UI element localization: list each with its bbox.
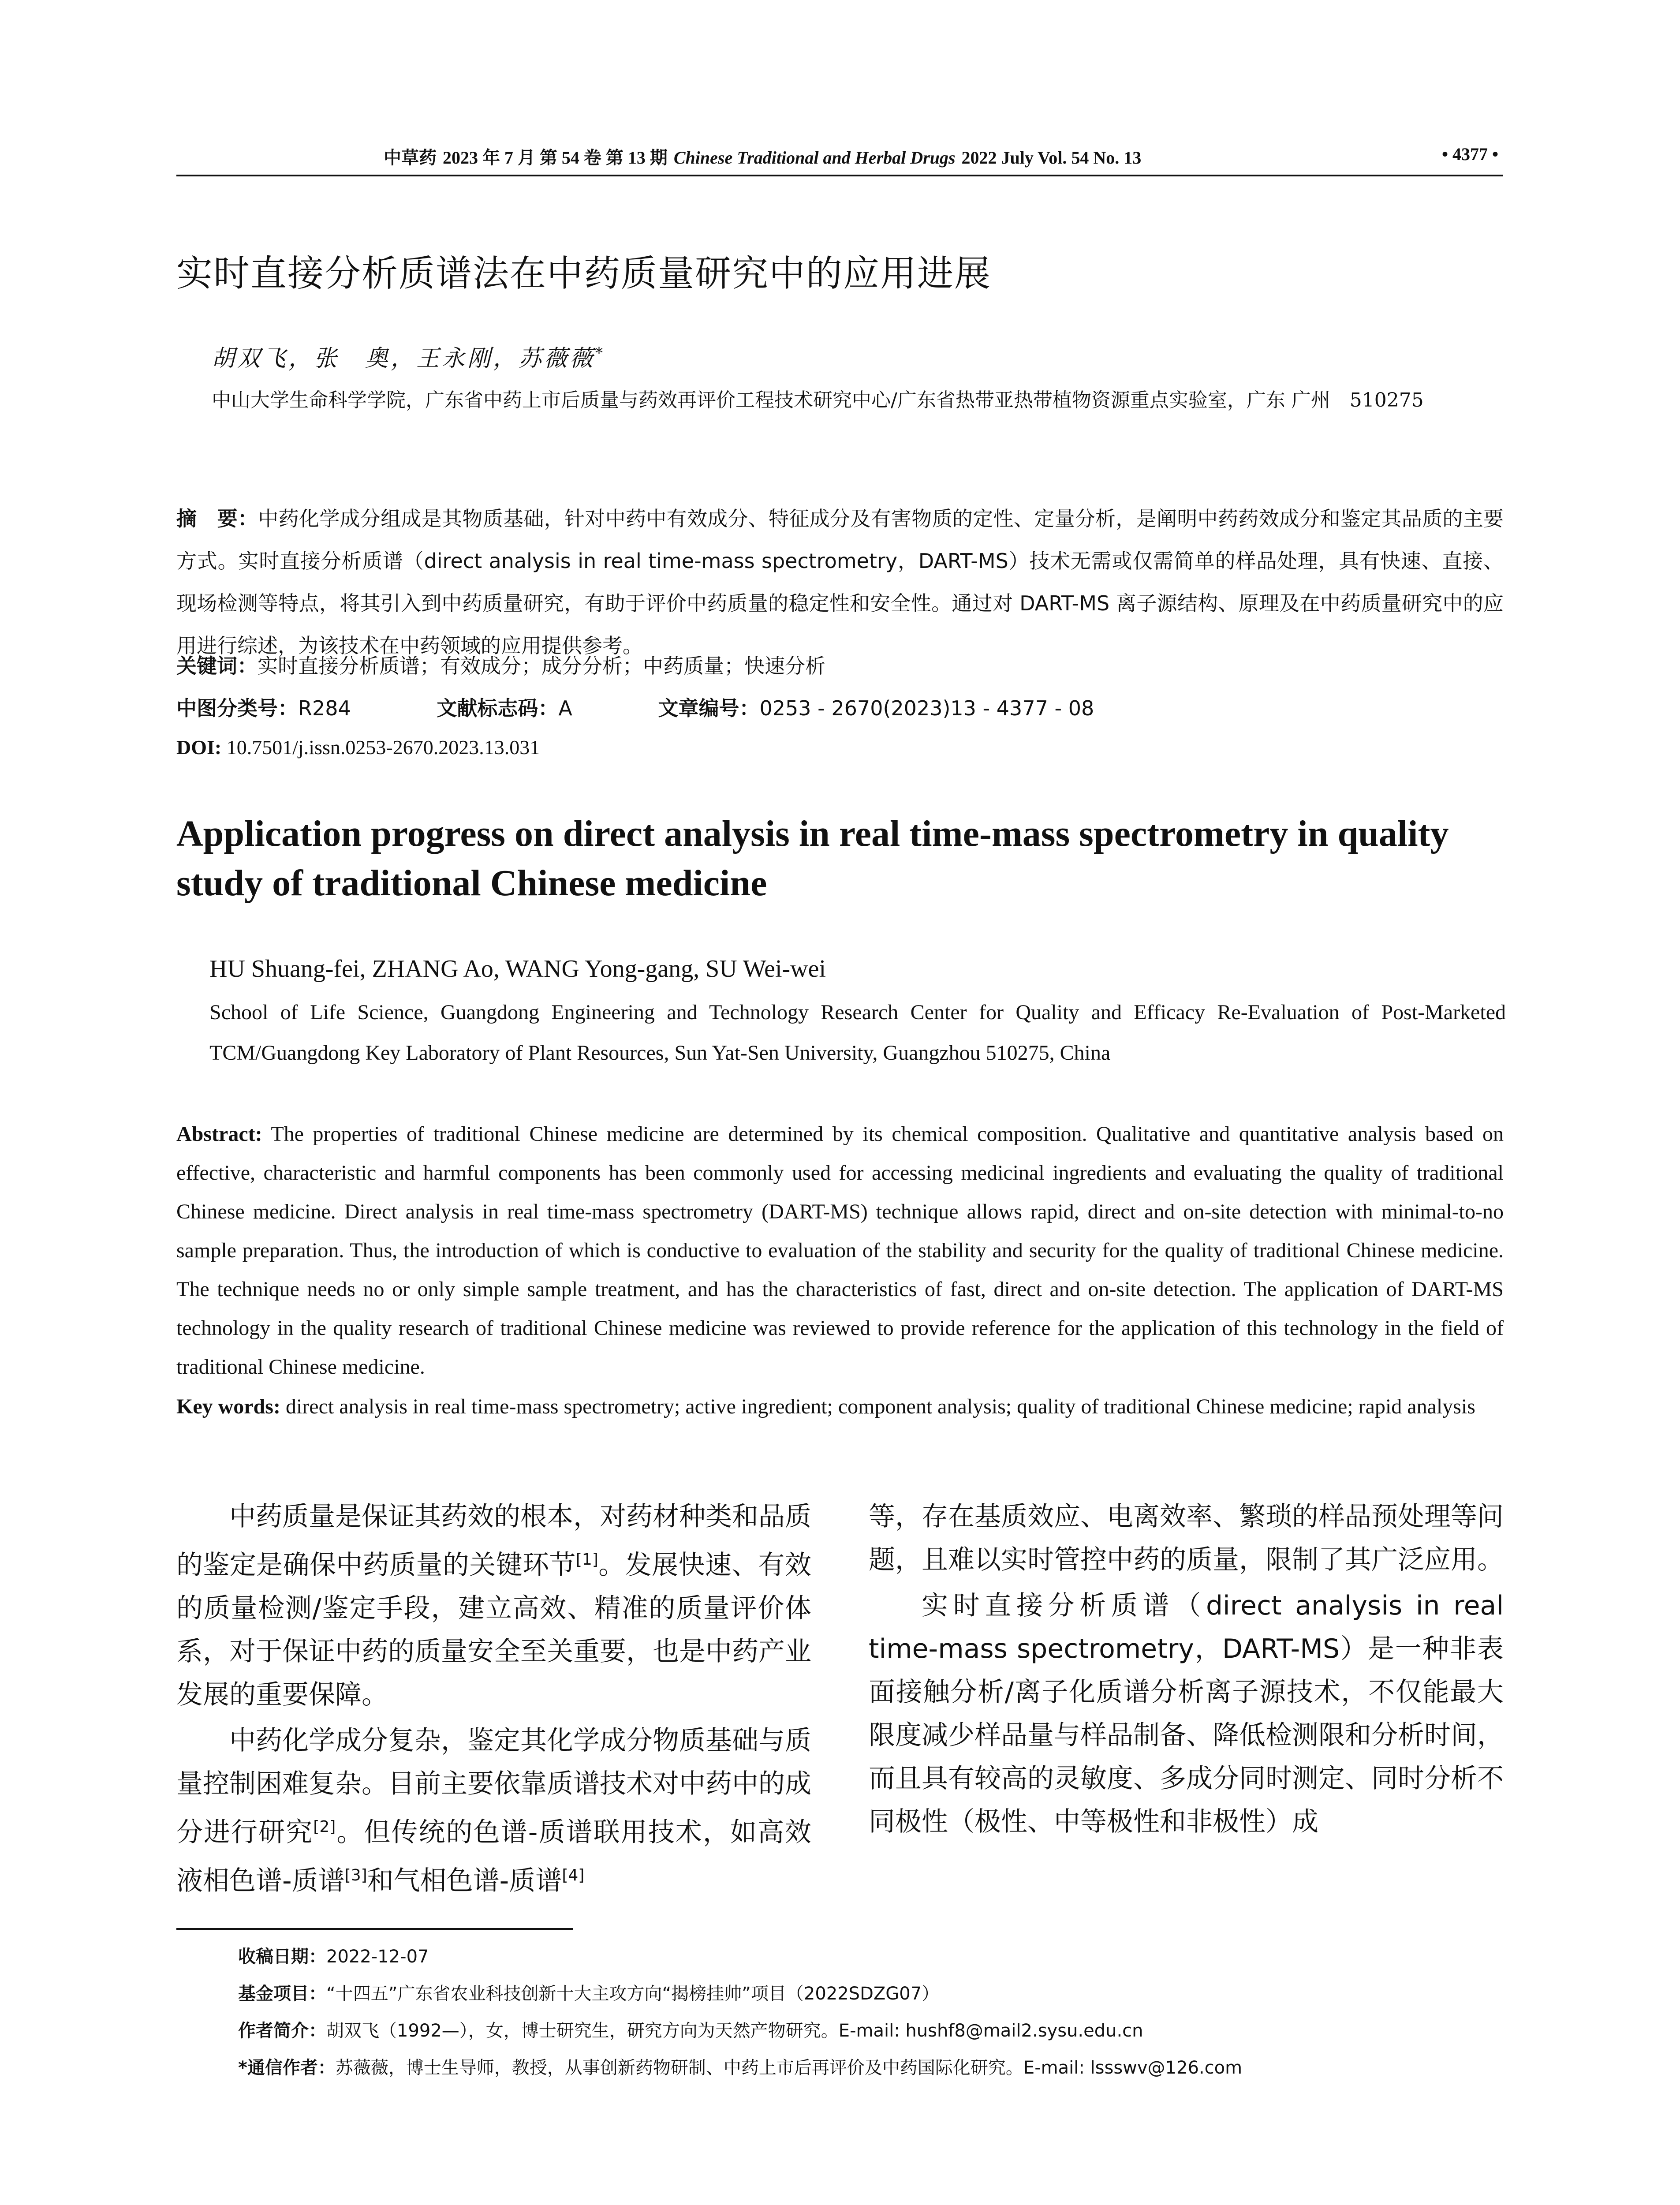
authors-cn (212, 340, 605, 373)
footnote-corresponding (238, 2049, 1504, 2086)
keywords-label-en: Key words: (176, 1395, 280, 1418)
footnote-rule (176, 1928, 573, 1930)
footnote-text: 胡双飞（1992—），女，博士研究生，研究方向为天然产物研究。E-mail: hushf8@mail2.sysu.edu.cn (326, 2021, 1143, 2041)
footnote-author-bio (238, 2012, 1504, 2049)
abstract-text-en: The properties of traditional Chinese medicine are determined by its chemical composition. Qualitative and quantitative analysis based on effective, characteristic and harmful components has been commonly used for accessing medicinal ingredients and evaluating the quality of traditional Chinese medicine. Direct analysis in real time-mass spectrometry (DART-MS) technique allows rapid, direct and on-site detection with minimal-to-no sample preparation. Thus, the introduction of which is conductive to evaluation of the stability and security for the quality of traditional Chinese medicine. The technique needs no or only simple sample treatment, and has the characteristics of fast, direct and on-site detection. The application of DART-MS technology in the quality research of traditional Chinese medicine was reviewed to provide reference for the application of this technology in the field of traditional Chinese medicine. (176, 1122, 1504, 1379)
body-column-right (869, 1495, 1504, 1846)
citation: [2] (313, 1818, 336, 1836)
doi-line (176, 736, 540, 759)
header-rule (176, 175, 1503, 176)
abstract-text-cn: 中药化学成分组成是其物质基础，针对中药中有效成分、特征成分及有害物质的定性、定量分析，是阐明中药药效成分和鉴定其品质的主要方式。实时直接分析质谱（direct analysis in real time-mass spectrometry，DART-MS）技术无需或仅需简单的样品处理，具有快速、直接、现场检测等特点，将其引入到中药质量研究，有助于评价中药质量的稳定性和安全性。通过对 DART-MS 离子源结构、原理及在中药质量研究中的应用进行综述，为该技术在中药领域的应用提供参考。 (176, 507, 1504, 658)
citation: [3] (344, 1866, 367, 1884)
abstract-cn (176, 497, 1504, 667)
keywords-en (176, 1387, 1504, 1426)
affiliation-cn: 中山大学生命科学学院，广东省中药上市后质量与药效再评价工程技术研究中心/广东省热带亚热带植物资源重点实验室，广东 广州 510275 (212, 389, 1424, 411)
doi-label: DOI: (176, 736, 222, 759)
doc-code-value: A (558, 696, 572, 720)
corresponding-mark: * (595, 344, 606, 362)
abstract-en (176, 1115, 1504, 1387)
affiliation-en: School of Life Science, Guangdong Engineering and Technology Research Center for Quality and Efficacy Re-Evaluation of Post-Marketed TCM/Guangdong Key Laboratory of Plant Resources, Sun Yat-Sen University, Guangzhou 510275, China (209, 1001, 1506, 1065)
footnote-text: 苏薇薇，博士生导师，教授，从事创新药物研制、中药上市后再评价及中药国际化研究。E-mail: lssswv@126.com (335, 2058, 1243, 2078)
body-text: 和气相色谱-质谱 (367, 1865, 562, 1896)
abstract-label-cn: 摘 要： (176, 507, 258, 531)
clc-value: R284 (298, 696, 351, 720)
keywords-text-en: direct analysis in real time-mass spectrometry; active ingredient; component analysis; quality of traditional Chinese medicine; rapid analysis (285, 1395, 1475, 1418)
body-text: 。但传统的色谱-质谱联用技术，如高效液相色谱-质谱 (176, 1817, 811, 1896)
journal-issue-cn: 2023 年 7 月 第 54 卷 第 13 期 (442, 148, 668, 168)
keywords-label-cn: 关键词： (176, 654, 258, 678)
abstract-label-en: Abstract: (176, 1122, 262, 1146)
footnote-label: *通信作者： (238, 2058, 336, 2078)
author-list-cn: 胡双飞，张 奥，王永刚，苏薇薇 (212, 345, 596, 372)
footnote-text: 2022-12-07 (326, 1947, 429, 1967)
doi-value: 10.7501/j.issn.0253-2670.2023.13.031 (226, 736, 540, 759)
footnote-label: 作者简介： (238, 2021, 326, 2041)
title-en: Application progress on direct analysis in real time-mass spectrometry in quality study of traditional Chinese medicine (176, 813, 1449, 904)
keywords-cn (176, 650, 825, 679)
journal-name-cn: 中草药 (384, 147, 437, 168)
doc-code-label: 文献标志码： (437, 696, 559, 720)
body-text: 中药化学成分复杂，鉴定其化学成分物质基础与质量控制困难复杂。目前主要依靠质谱技术对中药中的成分进行研究 (176, 1725, 811, 1848)
running-header (176, 140, 1503, 176)
body-paragraph (176, 1495, 811, 1716)
body-paragraph (176, 1719, 811, 1902)
journal-line (384, 144, 1141, 169)
page-number: • 4377 • (1441, 144, 1498, 164)
article-no-value: 0253 - 2670(2023)13 - 4377 - 08 (759, 696, 1094, 720)
classification-line (176, 692, 1094, 721)
title-cn: 实时直接分析质谱法在中药质量研究中的应用进展 (176, 253, 992, 295)
footnote-funding (238, 1975, 1504, 2012)
body-paragraph: 等，存在基质效应、电离效率、繁琐的样品预处理等问题，且难以实时管控中药的质量，限制了其广泛应用。 (869, 1501, 1504, 1575)
body-paragraph: 实时直接分析质谱（direct analysis in real time-mass spectrometry，DART-MS）是一种非表面接触分析/离子化质谱分析离子源技术，不仅能最大限度减少样品量与样品制备、降低检测限和分析时间，而且具有较高的灵敏度、多成分同时测定、同时分析不同极性（极性、中等极性和非极性）成 (869, 1590, 1504, 1837)
article-no-label: 文章编号： (658, 696, 760, 720)
keywords-text-cn: 实时直接分析质谱；有效成分；成分分析；中药质量；快速分析 (258, 654, 825, 678)
clc-label: 中图分类号： (176, 696, 298, 720)
body-text: 。发展快速、有效的质量检测/鉴定手段，建立高效、精准的质量评价体系，对于保证中药的质量安全至关重要，也是中药产业发展的重要保障。 (176, 1550, 812, 1710)
body-text: 中药质量是保证其药效的根本，对药材种类和品质的鉴定是确保中药质量的关键环节 (176, 1501, 811, 1581)
authors-en: HU Shuang-fei, ZHANG Ao, WANG Yong-gang, SU Wei-wei (209, 955, 826, 983)
footnote-label: 基金项目： (238, 1984, 326, 2004)
journal-issue-en: 2022 July Vol. 54 No. 13 (961, 148, 1142, 168)
footnote-label: 收稿日期： (238, 1947, 326, 1967)
footnote-text: “十四五”广东省农业科技创新十大主攻方向“揭榜挂帅”项目（2022SDZG07） (326, 1984, 940, 2004)
citation: [4] (562, 1866, 585, 1884)
body-column-left (176, 1495, 811, 1905)
journal-name-en: Chinese Traditional and Herbal Drugs (673, 148, 956, 168)
footnotes (238, 1938, 1504, 2086)
citation: [1] (575, 1551, 598, 1569)
footnote-received (238, 1938, 1504, 1975)
